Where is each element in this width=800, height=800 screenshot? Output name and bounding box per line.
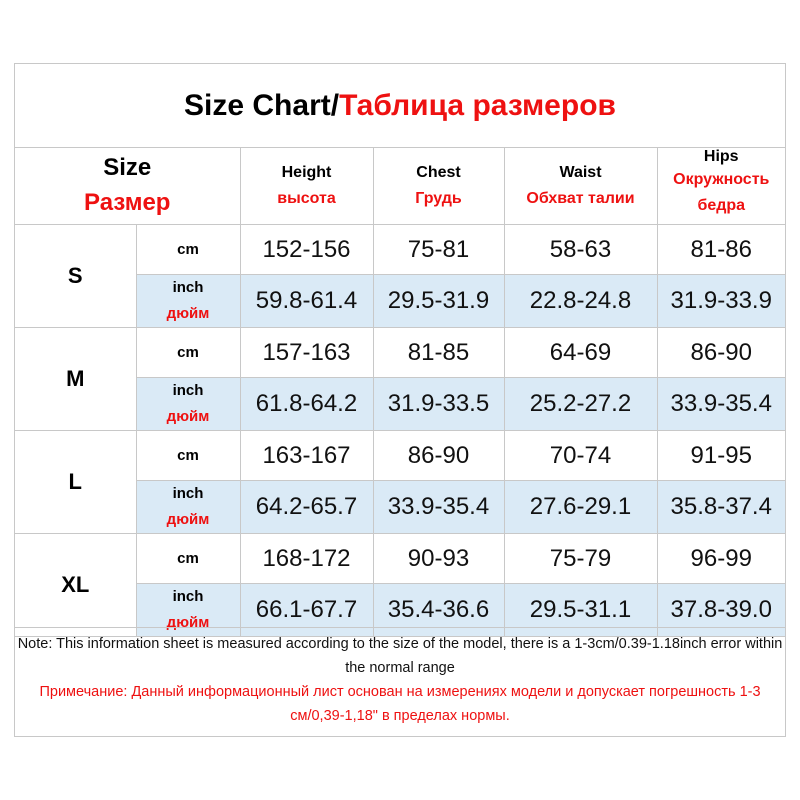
table-cell-cm: 168-172 bbox=[240, 534, 373, 584]
hips-header-ru: Окружность бедра bbox=[673, 170, 770, 214]
table-cell-inch: 61.8-64.2 bbox=[240, 378, 373, 431]
height-header-ru: высота bbox=[277, 189, 336, 207]
table-cell-cm: 81-85 bbox=[373, 328, 504, 378]
size-row-cm bbox=[15, 328, 785, 378]
unit-cm-label bbox=[136, 431, 240, 481]
unit-cm-text: cm bbox=[177, 446, 199, 464]
table-cell-cm: 152-156 bbox=[240, 225, 373, 275]
table-cell-inch: 31.9-33.9 bbox=[657, 275, 785, 328]
table-cell-inch: 27.6-29.1 bbox=[504, 481, 657, 534]
table-cell-inch: 66.1-67.7 bbox=[240, 584, 373, 637]
table-cell-inch: 31.9-33.5 bbox=[373, 378, 504, 431]
waist-column-header bbox=[504, 147, 657, 225]
size-chart-frame bbox=[14, 63, 786, 737]
size-label: S bbox=[15, 225, 136, 328]
table-cell-inch: 33.9-35.4 bbox=[657, 378, 785, 431]
table-cell-inch: 29.5-31.1 bbox=[504, 584, 657, 637]
size-row-cm bbox=[15, 534, 785, 584]
unit-cm-text: cm bbox=[177, 549, 199, 567]
table-cell-inch: 37.8-39.0 bbox=[657, 584, 785, 637]
waist-header-ru: Обхват талии bbox=[526, 189, 635, 207]
measurement-note bbox=[15, 627, 785, 738]
chart-title bbox=[15, 64, 785, 148]
table-cell-inch: 25.2-27.2 bbox=[504, 378, 657, 431]
table-cell-cm: 81-86 bbox=[657, 225, 785, 275]
hips-header-en: Hips bbox=[703, 147, 739, 165]
chest-column-header bbox=[373, 147, 504, 225]
height-column-header bbox=[240, 147, 373, 225]
table-cell-cm: 86-90 bbox=[657, 328, 785, 378]
table-cell-inch: 22.8-24.8 bbox=[504, 275, 657, 328]
table-cell-cm: 86-90 bbox=[373, 431, 504, 481]
size-header-ru: Размер bbox=[84, 188, 171, 216]
unit-inch-text-ru: дюйм bbox=[166, 614, 210, 631]
table-cell-cm: 96-99 bbox=[657, 534, 785, 584]
table-cell-cm: 75-79 bbox=[504, 534, 657, 584]
unit-cm-label bbox=[136, 328, 240, 378]
size-label: XL bbox=[15, 534, 136, 637]
unit-cm-label bbox=[136, 534, 240, 584]
table-cell-cm: 163-167 bbox=[240, 431, 373, 481]
unit-inch-label bbox=[136, 378, 240, 431]
table-cell-cm: 75-81 bbox=[373, 225, 504, 275]
size-column-header bbox=[15, 147, 240, 225]
hips-column-header bbox=[657, 147, 785, 225]
table-cell-inch: 29.5-31.9 bbox=[373, 275, 504, 328]
chart-title-ru: Таблица размеров bbox=[339, 88, 616, 122]
unit-inch-text-en: inch bbox=[172, 382, 204, 399]
size-header-en: Size bbox=[103, 153, 152, 181]
waist-header-en: Waist bbox=[559, 163, 602, 181]
table-cell-inch: 59.8-61.4 bbox=[240, 275, 373, 328]
unit-cm-text: cm bbox=[177, 343, 199, 361]
unit-inch-label bbox=[136, 481, 240, 534]
unit-inch-text-en: inch bbox=[172, 279, 204, 296]
note-en: Note: This information sheet is measured according to the size of the model, there is a 1-3cm/0.39-1.18inch error within the normal range bbox=[17, 636, 783, 676]
size-table bbox=[15, 147, 785, 637]
table-cell-inch: 33.9-35.4 bbox=[373, 481, 504, 534]
unit-inch-text-ru: дюйм bbox=[166, 305, 210, 322]
table-cell-inch: 35.8-37.4 bbox=[657, 481, 785, 534]
table-cell-cm: 157-163 bbox=[240, 328, 373, 378]
unit-inch-text-ru: дюйм bbox=[166, 511, 210, 528]
table-cell-cm: 58-63 bbox=[504, 225, 657, 275]
size-row-cm bbox=[15, 431, 785, 481]
unit-inch-text-ru: дюйм bbox=[166, 408, 210, 425]
table-cell-cm: 64-69 bbox=[504, 328, 657, 378]
unit-inch-label bbox=[136, 275, 240, 328]
note-ru: Примечание: Данный информационный лист основан на измерениях модели и допускает погрешность 1-3 см/0,39-1,18" в пределах нормы. bbox=[39, 684, 761, 724]
header-row bbox=[15, 147, 785, 225]
unit-inch-text-en: inch bbox=[172, 485, 204, 502]
unit-cm-label bbox=[136, 225, 240, 275]
size-row-cm bbox=[15, 225, 785, 275]
size-label: M bbox=[15, 328, 136, 431]
table-cell-inch: 64.2-65.7 bbox=[240, 481, 373, 534]
chart-title-en: Size Chart/ bbox=[184, 88, 340, 122]
table-cell-inch: 35.4-36.6 bbox=[373, 584, 504, 637]
size-label: L bbox=[15, 431, 136, 534]
table-cell-cm: 90-93 bbox=[373, 534, 504, 584]
unit-inch-text-en: inch bbox=[172, 588, 204, 605]
table-cell-cm: 91-95 bbox=[657, 431, 785, 481]
unit-cm-text: cm bbox=[177, 240, 199, 258]
chest-header-en: Chest bbox=[416, 163, 461, 181]
table-cell-cm: 70-74 bbox=[504, 431, 657, 481]
height-header-en: Height bbox=[281, 163, 332, 181]
chest-header-ru: Грудь bbox=[415, 189, 462, 207]
